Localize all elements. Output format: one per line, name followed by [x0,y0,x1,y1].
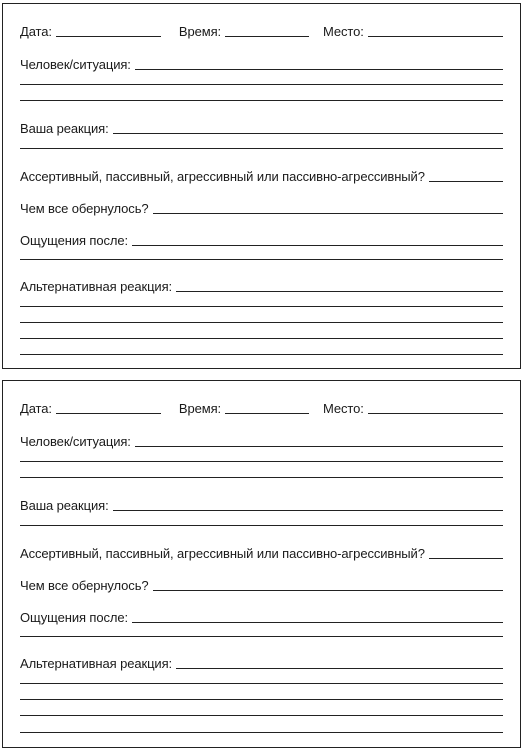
feelings-after-field[interactable] [132,245,503,246]
feelings-after-line-2[interactable] [20,636,503,637]
behavior-type-row [20,166,503,184]
person-situation-label: Человек/ситуация: [20,57,131,72]
feelings-after-row [20,607,503,625]
time-label: Время: [178,401,222,416]
time-label: Время: [178,24,222,39]
alternative-reaction-line-2[interactable] [20,683,503,684]
outcome-label: Чем все обернулось? [20,201,149,216]
behavior-type-field[interactable] [429,558,503,559]
person-situation-line-3[interactable] [20,100,503,101]
alternative-reaction-line-3[interactable] [20,322,503,323]
outcome-label: Чем все обернулось? [20,578,149,593]
your-reaction-label: Ваша реакция: [20,121,109,136]
alternative-reaction-line-5[interactable] [20,354,503,355]
behavior-type-field[interactable] [429,181,503,182]
feelings-after-row [20,230,503,248]
place-label: Место: [323,24,364,39]
header-row [20,398,503,416]
behavior-type-label: Ассертивный, пассивный, агрессивный или пассивно-агрессивный? [20,546,425,561]
date-label: Дата: [20,24,52,39]
feelings-after-line-2[interactable] [20,259,503,260]
feelings-after-field[interactable] [132,622,503,623]
person-situation-row [20,54,503,72]
alternative-reaction-row [20,276,503,294]
person-situation-line-2[interactable] [20,84,503,85]
alternative-reaction-field[interactable] [176,291,503,292]
behavior-type-label: Ассертивный, пассивный, агрессивный или пассивно-агрессивный? [20,169,425,184]
place-field[interactable] [368,36,503,37]
person-situation-field[interactable] [135,446,503,447]
person-situation-field[interactable] [135,69,503,70]
alternative-reaction-label: Альтернативная реакция: [20,656,173,671]
your-reaction-label: Ваша реакция: [20,498,109,513]
your-reaction-line-2[interactable] [20,525,503,526]
your-reaction-row [20,495,503,513]
alternative-reaction-line-4[interactable] [20,338,503,339]
alternative-reaction-line-3[interactable] [20,699,503,700]
person-situation-line-3[interactable] [20,477,503,478]
person-situation-label: Человек/ситуация: [20,434,131,449]
form-card-1 [2,3,521,369]
your-reaction-field[interactable] [113,510,503,511]
alternative-reaction-line-5[interactable] [20,732,503,733]
feelings-after-label: Ощущения после: [20,233,129,248]
date-label: Дата: [20,401,52,416]
behavior-type-row [20,543,503,561]
person-situation-line-2[interactable] [20,461,503,462]
date-field[interactable] [56,36,161,37]
alternative-reaction-field[interactable] [176,668,503,669]
date-field[interactable] [56,413,161,414]
feelings-after-label: Ощущения после: [20,610,129,625]
header-row [20,21,503,39]
alternative-reaction-line-2[interactable] [20,306,503,307]
time-field[interactable] [225,413,309,414]
outcome-field[interactable] [153,213,504,214]
place-label: Место: [323,401,364,416]
form-card-2 [2,380,521,748]
your-reaction-line-2[interactable] [20,148,503,149]
your-reaction-row [20,118,503,136]
outcome-row [20,198,503,216]
your-reaction-field[interactable] [113,133,503,134]
alternative-reaction-line-4[interactable] [20,715,503,716]
outcome-field[interactable] [153,590,504,591]
alternative-reaction-row [20,653,503,671]
alternative-reaction-label: Альтернативная реакция: [20,279,173,294]
person-situation-row [20,431,503,449]
time-field[interactable] [225,36,309,37]
outcome-row [20,575,503,593]
place-field[interactable] [368,413,503,414]
